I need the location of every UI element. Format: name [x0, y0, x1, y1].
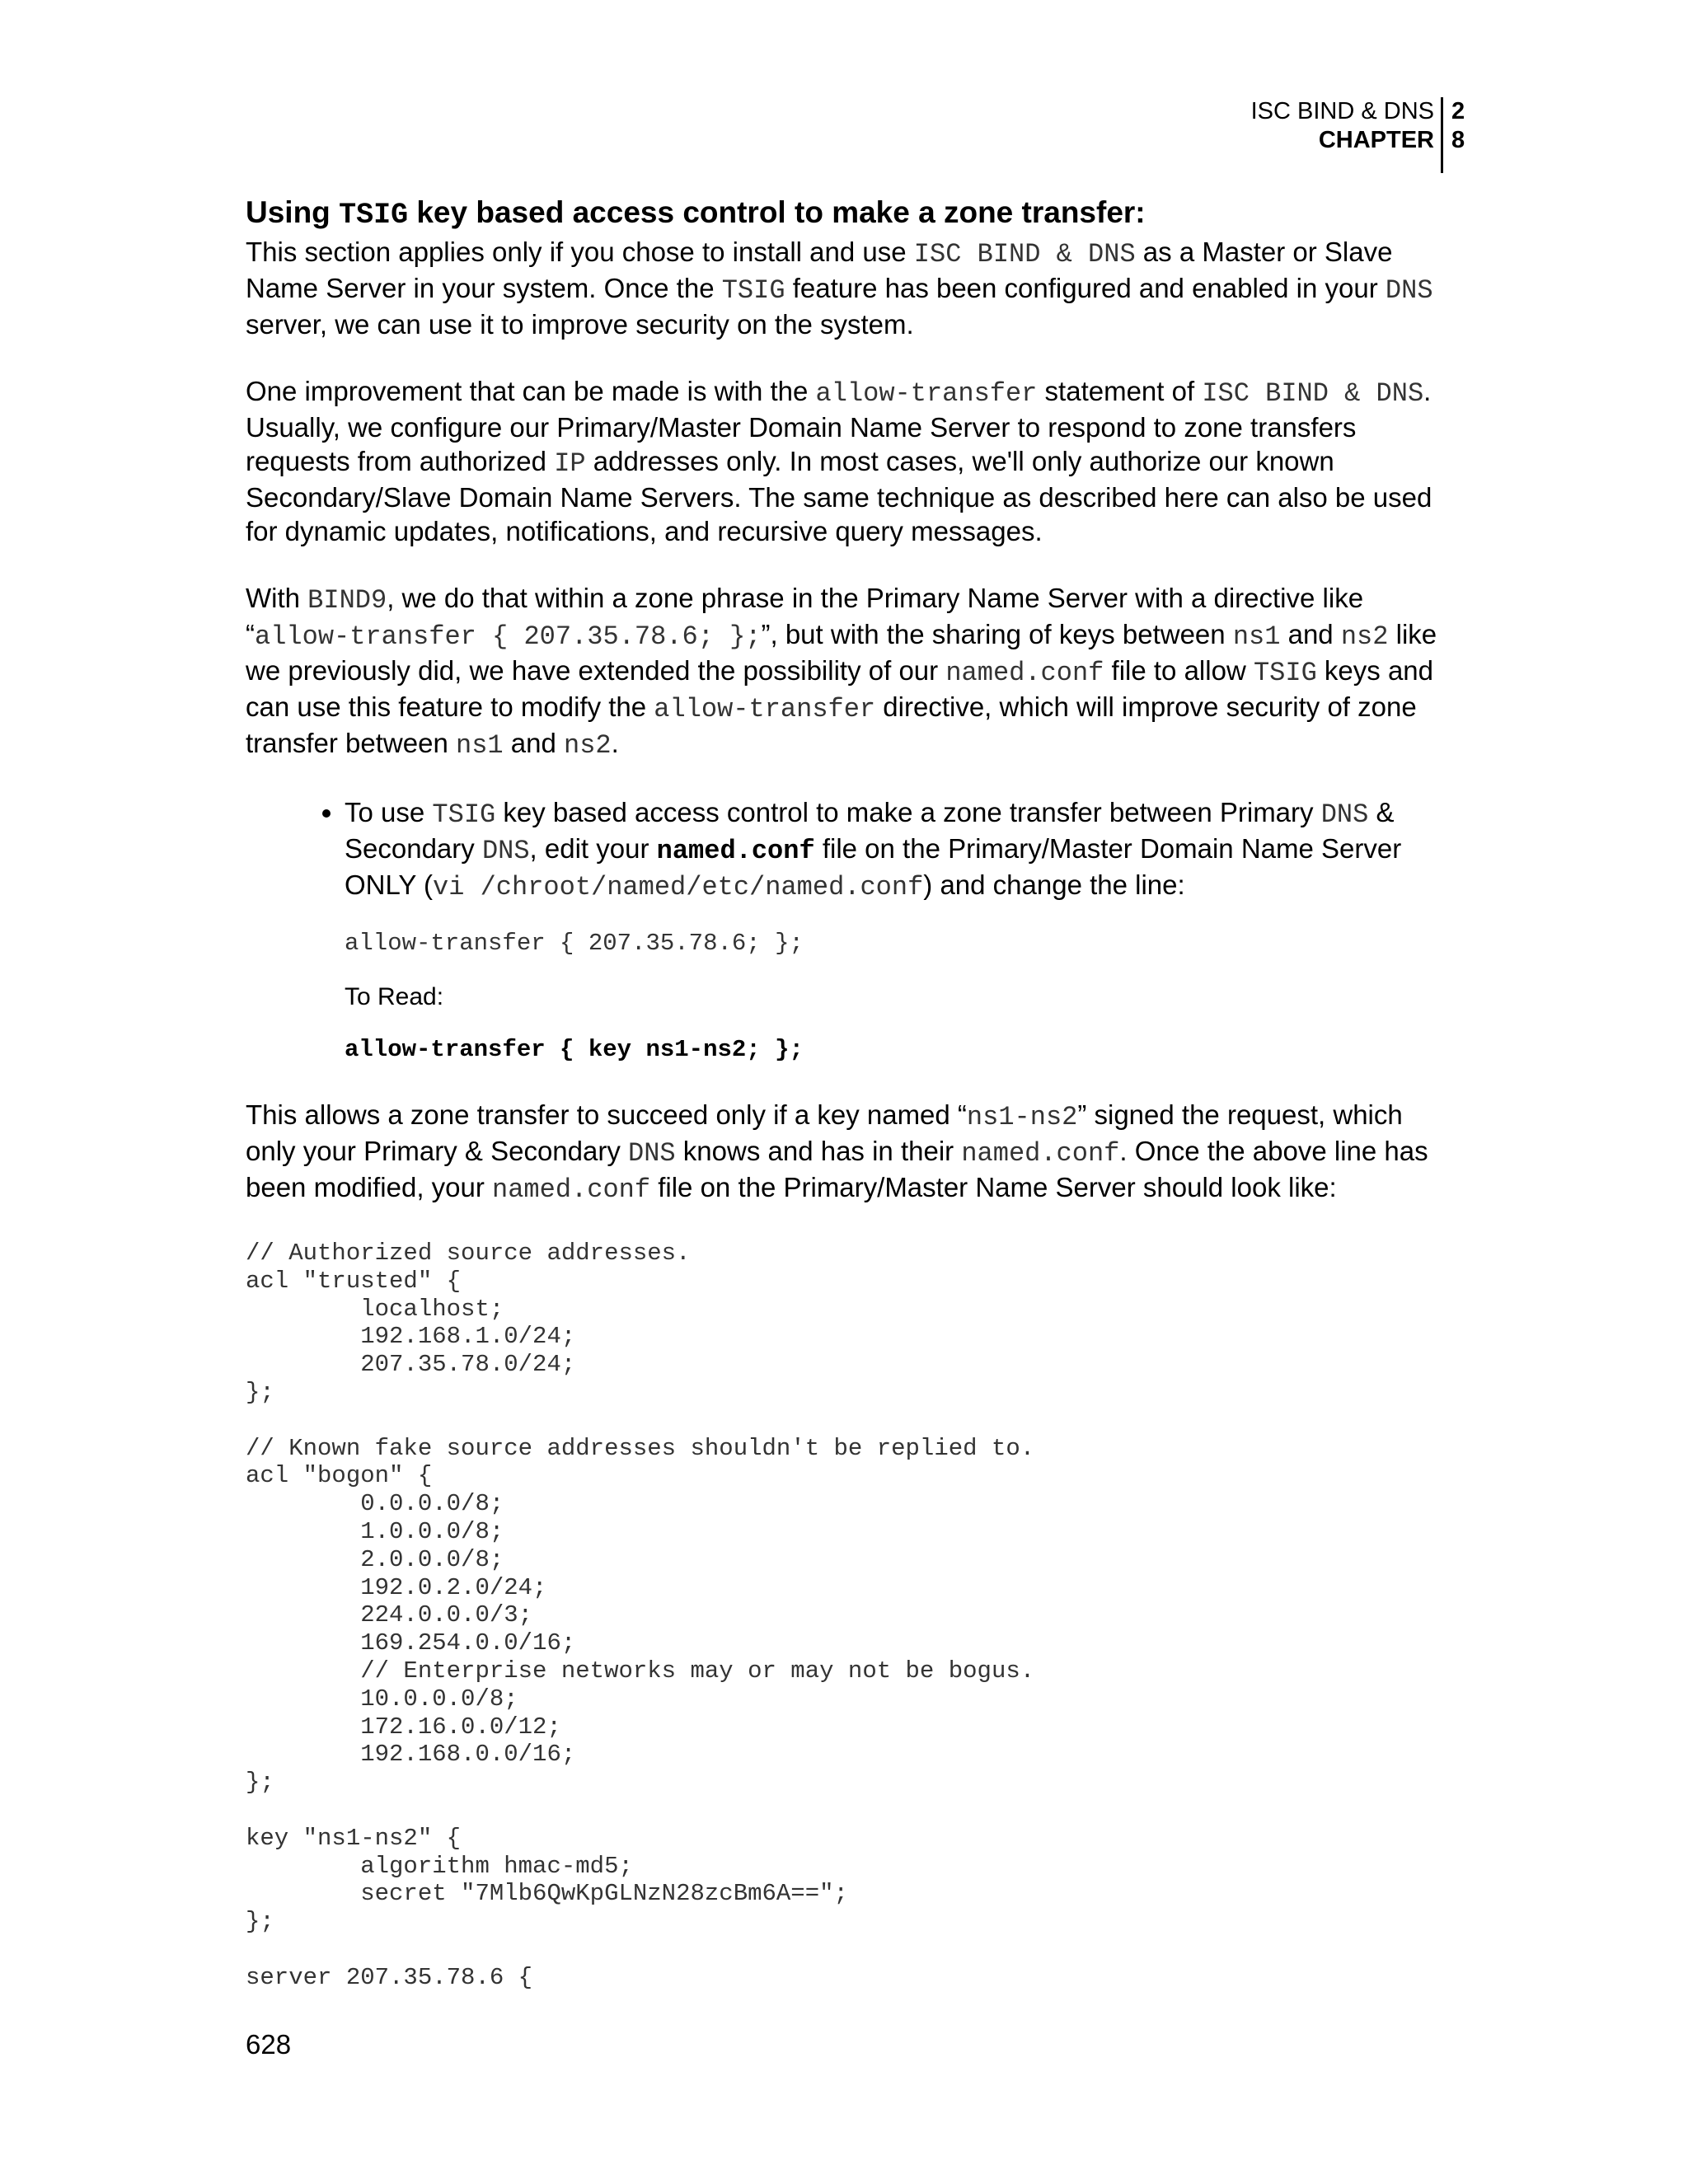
- mono-text: ns1: [455, 730, 504, 761]
- mono-text: DNS: [1385, 275, 1433, 306]
- mono-text: named.conf: [492, 1174, 651, 1205]
- heading-prefix: Using: [246, 195, 340, 229]
- heading-suffix: key based access control to make a zone transfer:: [408, 195, 1146, 229]
- text: ”, but with the sharing of keys between: [761, 619, 1233, 649]
- mono-text: TSIG: [432, 799, 496, 830]
- text: and: [1280, 619, 1341, 649]
- paragraph-result: [246, 1098, 1449, 1207]
- mono-text: DNS: [481, 836, 530, 866]
- mono-text: vi /chroot/named/etc/named.conf: [432, 872, 924, 902]
- text: . Usually, we configure our Primary/Master Domain Name Server to respond to zone transfers requests from authorized: [246, 376, 1432, 476]
- text: ) and change the line:: [923, 869, 1185, 900]
- section-heading: [246, 194, 1449, 233]
- page-content: [246, 194, 1449, 1992]
- text: , edit your: [529, 833, 657, 864]
- mono-text: named.conf: [945, 658, 1104, 688]
- mono-text: allow-transfer: [815, 378, 1038, 409]
- mono-text: ns2: [1340, 621, 1389, 652]
- header-chapter-digit-2: 8: [1451, 127, 1465, 153]
- text: To use: [345, 797, 433, 827]
- text: .: [611, 728, 619, 758]
- text: file on the Primary/Master Domain Name Server ONLY (: [345, 833, 1402, 900]
- text: This allows a zone transfer to succeed only if a key named “: [246, 1099, 967, 1130]
- mono-text: ISC BIND & DNS: [1202, 378, 1424, 409]
- text: . Once the above line has been modified, your: [246, 1136, 1428, 1202]
- mono-text: IP: [554, 448, 586, 479]
- text: , we do that within a zone phrase in the Primary Name Server with a directive like “: [246, 583, 1364, 649]
- text: file to allow: [1104, 655, 1254, 686]
- text: directive, which will improve security of zone transfer between: [246, 691, 1417, 758]
- mono-bold-text: named.conf: [656, 836, 815, 866]
- text: file on the Primary/Master Name Server should look like:: [650, 1172, 1337, 1202]
- text: as a Master or Slave Name Server in your system. Once the: [246, 237, 1393, 303]
- mono-text: BIND9: [307, 585, 387, 616]
- paragraph-bind9: [246, 581, 1449, 762]
- code-old-line: allow-transfer { 207.35.78.6; };: [345, 930, 804, 957]
- list-item: [345, 795, 1449, 1065]
- mono-text: ns2: [564, 730, 612, 761]
- text: One improvement that can be made is with the: [246, 376, 816, 406]
- text: This section applies only if you chose to install and use: [246, 237, 914, 267]
- text: server, we can use it to improve security on the system.: [246, 309, 914, 340]
- header-title-line2: CHAPTER: [1318, 127, 1434, 153]
- header-title-line1: ISC BIND & DNS: [1250, 98, 1434, 124]
- bullet-text: [345, 795, 1449, 904]
- paragraph-intro: [246, 235, 1449, 341]
- text: ” signed the request, which only your Primary & Secondary: [246, 1099, 1403, 1166]
- text: statement of: [1037, 376, 1203, 406]
- mono-text: named.conf: [961, 1138, 1120, 1169]
- text: & Secondary: [345, 797, 1395, 864]
- mono-text: ISC BIND & DNS: [913, 239, 1136, 269]
- running-header: [1250, 97, 1465, 155]
- text: addresses only. In most cases, we'll only authorize our known Secondary/Slave Domain Name Servers. The same technique as described here can also be used for dynamic updates, notifications, and recursive query messages.: [246, 446, 1432, 546]
- text: key based access control to make a zone transfer between Primary: [495, 797, 1321, 827]
- text: feature has been configured and enabled in your: [785, 273, 1386, 303]
- text: keys and can use this feature to modify the: [246, 655, 1434, 722]
- named-conf-code-block: // Authorized source addresses. acl "trusted" { localhost; 192.168.1.0/24; 207.35.78.0/24; }; // Known fake source addresses shouldn't be replied to. acl "bogon" { 0.0.0.0/8; 1.0.0.0/8; 2.0.0.0/8; 192.0.2.0/24; 224.0.0.0/3; 169.254.0.0/16; // Enterprise networks may or may not be bogus. 10.0.0.0/8; 172.16.0.0/12; 192.168.0.0/16; }; key "ns1-ns2" { algorithm hmac-md5; secret "7Mlb6QwKpGLNzN28zcBm6A=="; }; server 207.35.78.6 {: [246, 1240, 1035, 1991]
- text: like we previously did, we have extended the possibility of our: [246, 619, 1437, 686]
- header-title: [1251, 97, 1441, 155]
- mono-text: DNS: [628, 1138, 676, 1169]
- text: knows and has in their: [675, 1136, 962, 1166]
- code-new-line: allow-transfer { key ns1-ns2; };: [345, 1036, 804, 1063]
- mono-text: ns1: [1232, 621, 1281, 652]
- heading-mono: TSIG: [339, 199, 409, 232]
- paragraph-improvement: [246, 374, 1449, 548]
- text: With: [246, 583, 308, 613]
- mono-text: TSIG: [721, 275, 785, 306]
- mono-text: allow-transfer: [654, 694, 876, 724]
- to-read-label: To Read:: [345, 983, 444, 1010]
- header-chapter-number: [1441, 97, 1465, 173]
- page-number: 628: [246, 2029, 292, 2060]
- bullet-list: [246, 795, 1449, 1065]
- mono-text: TSIG: [1253, 658, 1317, 688]
- mono-text: allow-transfer { 207.35.78.6; };: [255, 621, 762, 652]
- mono-text: DNS: [1320, 799, 1369, 830]
- text: and: [503, 728, 564, 758]
- header-chapter-digit-1: 2: [1451, 98, 1465, 124]
- mono-text: ns1-ns2: [966, 1102, 1078, 1132]
